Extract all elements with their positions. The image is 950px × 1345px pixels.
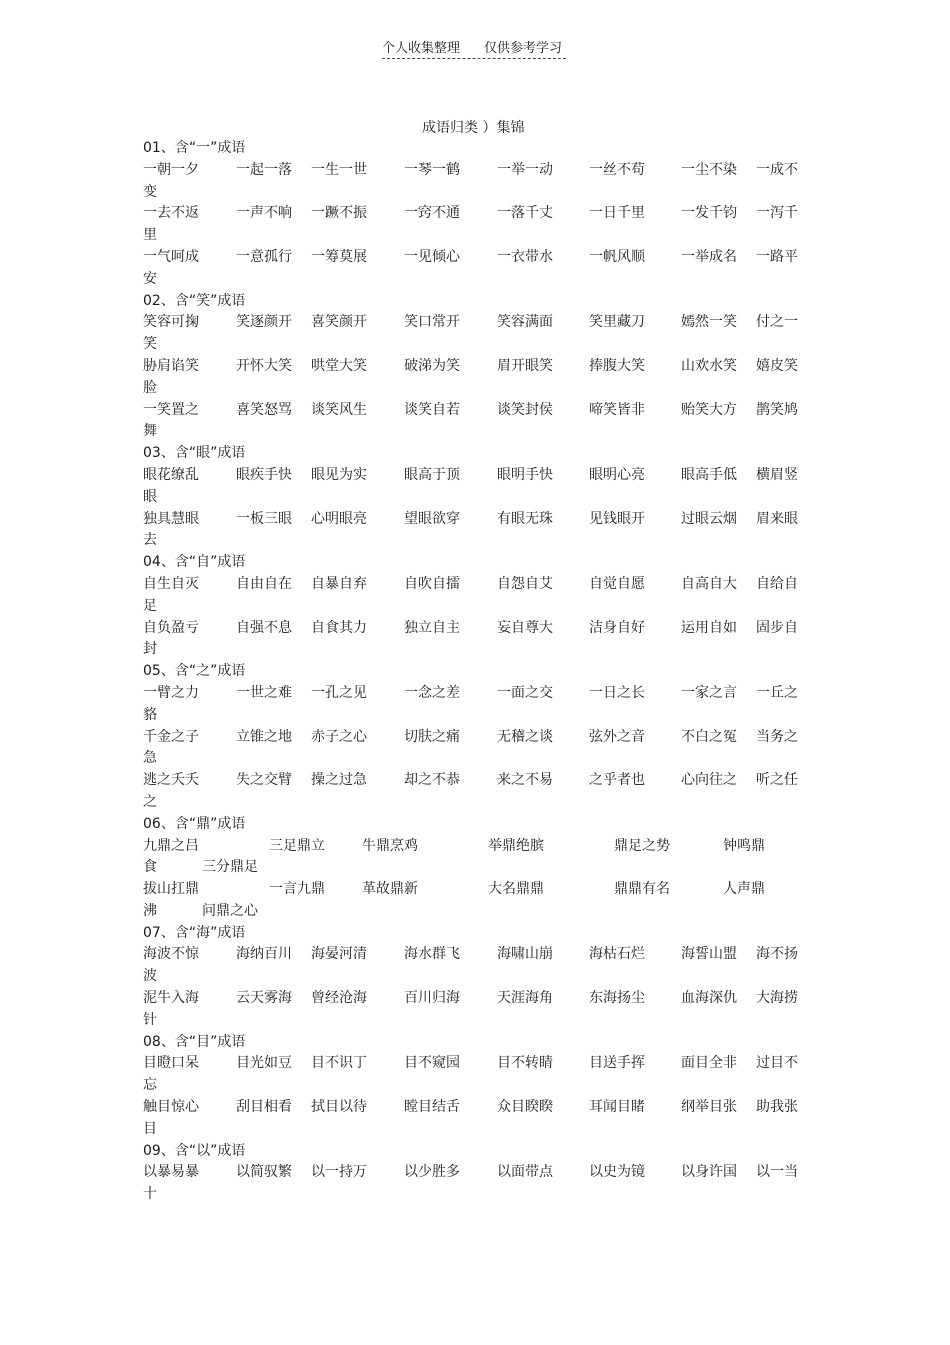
- idiom: 一言九鼎: [269, 881, 325, 898]
- idiom: 当务之: [756, 728, 798, 745]
- idiom: 无稽之谈: [497, 728, 553, 745]
- idiom: 哄堂大笑: [311, 357, 367, 374]
- idiom: 面目全非: [681, 1055, 737, 1072]
- idiom: 山欢水笑: [681, 357, 737, 374]
- idiom: 自生自灭: [143, 575, 199, 592]
- section-heading-text: 09、含“以”成语: [143, 1142, 246, 1159]
- idiom: 三足鼎立: [269, 837, 325, 854]
- section-heading: [143, 1032, 813, 1054]
- idiom: 之乎者也: [589, 772, 645, 789]
- section-heading: [143, 291, 813, 313]
- idiom: 横眉竖: [756, 466, 798, 483]
- idiom: 笑里藏刀: [589, 314, 645, 331]
- idiom: 逃之夭夭: [143, 772, 199, 789]
- idiom: 一家之言: [681, 684, 737, 701]
- idiom: 一去不返: [143, 205, 199, 222]
- idiom: 固步自: [756, 619, 798, 636]
- idiom-row-wrap: [143, 269, 813, 291]
- idiom: 一丘之: [756, 684, 798, 701]
- idiom: 拔山扛鼎: [143, 881, 199, 898]
- idiom: 自食其力: [311, 619, 367, 636]
- idiom-row-wrap: [143, 487, 813, 509]
- idiom: 以少胜多: [404, 1164, 460, 1181]
- idiom: 海波不惊: [143, 946, 199, 963]
- idiom: 一泻千: [756, 205, 798, 222]
- idiom-wrap-char: 针: [143, 1011, 157, 1028]
- idiom-row: [143, 247, 813, 269]
- idiom-row-wrap: [143, 901, 813, 923]
- idiom: 大海捞: [756, 990, 798, 1007]
- idiom: 一路平: [756, 248, 798, 265]
- idiom: 弦外之音: [589, 728, 645, 745]
- idiom: 立锥之地: [236, 728, 292, 745]
- idiom: 贻笑大方: [681, 401, 737, 418]
- idiom: 谈笑封侯: [497, 401, 553, 418]
- idiom: 泥牛入海: [143, 990, 199, 1007]
- idiom: 望眼欲穿: [404, 510, 460, 527]
- idiom: 一孔之见: [311, 684, 367, 701]
- idiom: 一琴一鹤: [404, 161, 460, 178]
- idiom-row-wrap: [143, 530, 813, 552]
- idiom: 一起一落: [236, 161, 292, 178]
- idiom: 海不扬: [756, 946, 798, 963]
- idiom: 耳闻目睹: [589, 1099, 645, 1116]
- section-heading-text: 03、含“眼”成语: [143, 445, 246, 462]
- header-left-text: 个人收集整理: [382, 41, 461, 56]
- idiom: 来之不易: [497, 772, 553, 789]
- idiom: 以身许国: [681, 1164, 737, 1181]
- idiom-wrap-char: 十: [143, 1186, 157, 1203]
- idiom-row: [143, 683, 813, 705]
- idiom: 一尘不染: [681, 161, 737, 178]
- idiom: 一蹶不振: [311, 205, 367, 222]
- idiom: 血海深仇: [681, 990, 737, 1007]
- idiom: 自觉自愿: [589, 575, 645, 592]
- idiom-wrap-char: 眼: [143, 488, 157, 505]
- section-heading: [143, 661, 813, 683]
- idiom: 众目睽睽: [497, 1099, 553, 1116]
- idiom: 曾经沧海: [311, 990, 367, 1007]
- idiom: 眼见为实: [311, 466, 367, 483]
- idiom: 问鼎之心: [202, 902, 258, 919]
- idiom-row: [143, 465, 813, 487]
- idiom-wrap-char: 急: [143, 750, 157, 767]
- idiom: 触目惊心: [143, 1099, 199, 1116]
- idiom: 眼疾手快: [236, 466, 292, 483]
- idiom: 笑容可掬: [143, 314, 199, 331]
- idiom: 以暴易暴: [143, 1164, 199, 1181]
- idiom: 海晏河清: [311, 946, 367, 963]
- idiom: 以史为镜: [589, 1164, 645, 1181]
- idiom: 一笑置之: [143, 401, 199, 418]
- idiom: 目瞪口呆: [143, 1055, 199, 1072]
- idiom: 妄自尊大: [497, 619, 553, 636]
- idiom: 千金之子: [143, 728, 199, 745]
- idiom-row-wrap: [143, 639, 813, 661]
- idiom: 却之不恭: [404, 772, 460, 789]
- idiom: 一世之难: [236, 684, 292, 701]
- section-heading: [143, 814, 813, 836]
- idiom: 目不转睛: [497, 1055, 553, 1072]
- idiom: 开怀大笑: [236, 357, 292, 374]
- idiom: 赤子之心: [311, 728, 367, 745]
- idiom: 谈笑风生: [311, 401, 367, 418]
- idiom-row: [143, 400, 813, 422]
- idiom-wrap-char: 脸: [143, 379, 157, 396]
- section-heading: [143, 923, 813, 945]
- header-right-text: 仅供参考学习: [484, 41, 563, 56]
- idiom-row-wrap: [143, 378, 813, 400]
- idiom: 刮目相看: [236, 1099, 292, 1116]
- idiom: 切肤之痛: [404, 728, 460, 745]
- idiom: 瞠目结舌: [404, 1099, 460, 1116]
- idiom: 喜笑颜开: [311, 314, 367, 331]
- idiom: 嫣然一笑: [681, 314, 737, 331]
- idiom: 运用自如: [681, 619, 737, 636]
- idiom: 喜笑怒骂: [236, 401, 292, 418]
- idiom: 一窍不通: [404, 205, 460, 222]
- idiom-row: [143, 1097, 813, 1119]
- idiom-row-wrap: [143, 705, 813, 727]
- idiom-row: [143, 160, 813, 182]
- section-heading-text: 05、含“之”成语: [143, 663, 246, 680]
- idiom: 一生一世: [311, 161, 367, 178]
- idiom-row-wrap: [143, 225, 813, 247]
- idiom: 海水群飞: [404, 946, 460, 963]
- idiom: 鼎鼎有名: [614, 881, 670, 898]
- idiom: 啼笑皆非: [589, 401, 645, 418]
- idiom-row: [143, 618, 813, 640]
- idiom: 自强不息: [236, 619, 292, 636]
- idiom: 目不识丁: [311, 1055, 367, 1072]
- idiom: 自给自: [756, 575, 798, 592]
- idiom: 眼明手快: [497, 466, 553, 483]
- idiom-row: [143, 727, 813, 749]
- idiom: 眼花缭乱: [143, 466, 199, 483]
- idiom-row: [143, 509, 813, 531]
- section-heading: [143, 443, 813, 465]
- idiom-wrap-char: 食: [143, 859, 157, 876]
- idiom: 拭目以待: [311, 1099, 367, 1116]
- idiom-row-wrap: [143, 857, 813, 879]
- idiom: 人声鼎: [723, 881, 765, 898]
- idiom-wrap-char: 足: [143, 597, 157, 614]
- idiom: 独立自主: [404, 619, 460, 636]
- idiom-row-wrap: [143, 792, 813, 814]
- idiom-wrap-char: 波: [143, 968, 157, 985]
- idiom: 革故鼎新: [362, 881, 418, 898]
- idiom: 一声不响: [236, 205, 292, 222]
- idiom: 以面带点: [497, 1164, 553, 1181]
- idiom: 洁身自好: [589, 619, 645, 636]
- idiom-row-wrap: [143, 1010, 813, 1032]
- idiom: 不白之冤: [681, 728, 737, 745]
- idiom-row-wrap: [143, 421, 813, 443]
- idiom: 云天雾海: [236, 990, 292, 1007]
- idiom: 举鼎绝膑: [488, 837, 544, 854]
- idiom-row: [143, 574, 813, 596]
- idiom: 牛鼎烹鸡: [362, 837, 418, 854]
- idiom: 眉开眼笑: [497, 357, 553, 374]
- idiom: 一气呵成: [143, 248, 199, 265]
- idiom: 心明眼亮: [311, 510, 367, 527]
- idiom: 独具慧眼: [143, 510, 199, 527]
- idiom-row-wrap: [143, 1075, 813, 1097]
- idiom: 一念之差: [404, 684, 460, 701]
- idiom-row: [143, 988, 813, 1010]
- idiom: 谈笑自若: [404, 401, 460, 418]
- idiom-row-wrap: [143, 182, 813, 204]
- idiom: 听之任: [756, 772, 798, 789]
- idiom: 一朝一夕: [143, 161, 199, 178]
- idiom-row-wrap: [143, 966, 813, 988]
- idiom-row: [143, 356, 813, 378]
- idiom-wrap-char: 貉: [143, 706, 157, 723]
- idiom-wrap-char: 目: [143, 1120, 157, 1137]
- idiom: 自高自大: [681, 575, 737, 592]
- idiom: 目光如豆: [236, 1055, 292, 1072]
- idiom: 目不窥园: [404, 1055, 460, 1072]
- idiom-row: [143, 203, 813, 225]
- idiom: 一举一动: [497, 161, 553, 178]
- idiom: 自吹自擂: [404, 575, 460, 592]
- idiom-wrap-char: 沸: [143, 902, 157, 919]
- idiom: 一筹莫展: [311, 248, 367, 265]
- idiom-row-wrap: [143, 1119, 813, 1141]
- idiom-row: [143, 944, 813, 966]
- idiom: 天涯海角: [497, 990, 553, 1007]
- idiom-wrap-char: 去: [143, 532, 157, 549]
- idiom-row: [143, 1162, 813, 1184]
- idiom: 失之交臂: [236, 772, 292, 789]
- idiom: 百川归海: [404, 990, 460, 1007]
- idiom: 嬉皮笑: [756, 357, 798, 374]
- idiom: 一落千丈: [497, 205, 553, 222]
- section-heading: [143, 138, 813, 160]
- document-title: 成语归类 ）集锦: [422, 120, 525, 136]
- section-heading: [143, 552, 813, 574]
- idiom-row-wrap: [143, 1184, 813, 1206]
- idiom: 钟鸣鼎: [723, 837, 765, 854]
- idiom: 一发千钧: [681, 205, 737, 222]
- idiom: 一衣带水: [497, 248, 553, 265]
- idiom: 操之过急: [311, 772, 367, 789]
- idiom-wrap-char: 里: [143, 227, 157, 244]
- idiom-wrap-char: 安: [143, 270, 157, 287]
- idiom-wrap-char: 之: [143, 793, 157, 810]
- section-heading-text: 07、含“海”成语: [143, 924, 246, 941]
- idiom: 眼明心亮: [589, 466, 645, 483]
- section-heading: [143, 1141, 813, 1163]
- idiom-row-wrap: [143, 334, 813, 356]
- idiom: 眼高手低: [681, 466, 737, 483]
- idiom: 海纳百川: [236, 946, 292, 963]
- idiom: 一举成名: [681, 248, 737, 265]
- idiom: 一臂之力: [143, 684, 199, 701]
- idiom: 笑逐颜开: [236, 314, 292, 331]
- idiom-row: [143, 836, 813, 858]
- idiom-wrap-char: 忘: [143, 1077, 157, 1094]
- idiom: 捧腹大笑: [589, 357, 645, 374]
- idiom: 笑容满面: [497, 314, 553, 331]
- idiom: 自怨自艾: [497, 575, 553, 592]
- idiom: 心向往之: [681, 772, 737, 789]
- page-header: [382, 40, 566, 59]
- idiom: 大名鼎鼎: [488, 881, 544, 898]
- idiom-row-wrap: [143, 596, 813, 618]
- idiom: 鼎足之势: [614, 837, 670, 854]
- idiom-wrap-char: 笑: [143, 336, 157, 353]
- section-heading-text: 04、含“自”成语: [143, 554, 246, 571]
- idiom: 眼高于顶: [404, 466, 460, 483]
- idiom: 以一当: [756, 1164, 798, 1181]
- idiom: 自负盈亏: [143, 619, 199, 636]
- section-heading-text: 08、含“目”成语: [143, 1033, 246, 1050]
- idiom: 海啸山崩: [497, 946, 553, 963]
- idiom-row: [143, 1053, 813, 1075]
- idiom: 见钱眼开: [589, 510, 645, 527]
- idiom: 以简驭繁: [236, 1164, 292, 1181]
- idiom: 纲举目张: [681, 1099, 737, 1116]
- idiom-row: [143, 312, 813, 334]
- idiom: 目送手挥: [589, 1055, 645, 1072]
- idiom: 一日之长: [589, 684, 645, 701]
- idiom: 三分鼎足: [202, 859, 258, 876]
- section-heading-text: 01、含“一”成语: [143, 140, 246, 156]
- section-heading-text: 02、含“笑”成语: [143, 292, 246, 309]
- idiom-row: [143, 879, 813, 901]
- idiom: 鹊笑鸠: [756, 401, 798, 418]
- idiom: 过眼云烟: [681, 510, 737, 527]
- idiom: 东海扬尘: [589, 990, 645, 1007]
- idiom: 付之一: [756, 314, 798, 331]
- idiom-wrap-char: 变: [143, 183, 157, 200]
- idiom: 一丝不苟: [589, 161, 645, 178]
- idiom-list: [143, 138, 813, 1206]
- idiom: 海枯石烂: [589, 946, 645, 963]
- idiom: 一日千里: [589, 205, 645, 222]
- idiom: 胁肩谄笑: [143, 357, 199, 374]
- idiom-wrap-char: 舞: [143, 423, 157, 440]
- idiom-row-wrap: [143, 748, 813, 770]
- idiom: 一板三眼: [236, 510, 292, 527]
- idiom: 有眼无珠: [497, 510, 553, 527]
- idiom: 海誓山盟: [681, 946, 737, 963]
- idiom: 过目不: [756, 1055, 798, 1072]
- idiom: 自暴自弃: [311, 575, 367, 592]
- idiom: 一见倾心: [404, 248, 460, 265]
- section-heading-text: 06、含“鼎”成语: [143, 815, 246, 832]
- idiom: 一成不: [756, 161, 798, 178]
- idiom: 助我张: [756, 1099, 798, 1116]
- idiom-wrap-char: 封: [143, 641, 157, 658]
- idiom-row: [143, 770, 813, 792]
- idiom: 自由自在: [236, 575, 292, 592]
- idiom: 以一持万: [311, 1164, 367, 1181]
- idiom: 一意孤行: [236, 248, 292, 265]
- idiom: 九鼎之吕: [143, 837, 199, 854]
- idiom: 一面之交: [497, 684, 553, 701]
- idiom: 眉来眼: [756, 510, 798, 527]
- idiom: 破涕为笑: [404, 357, 460, 374]
- idiom: 笑口常开: [404, 314, 460, 331]
- idiom: 一帆风顺: [589, 248, 645, 265]
